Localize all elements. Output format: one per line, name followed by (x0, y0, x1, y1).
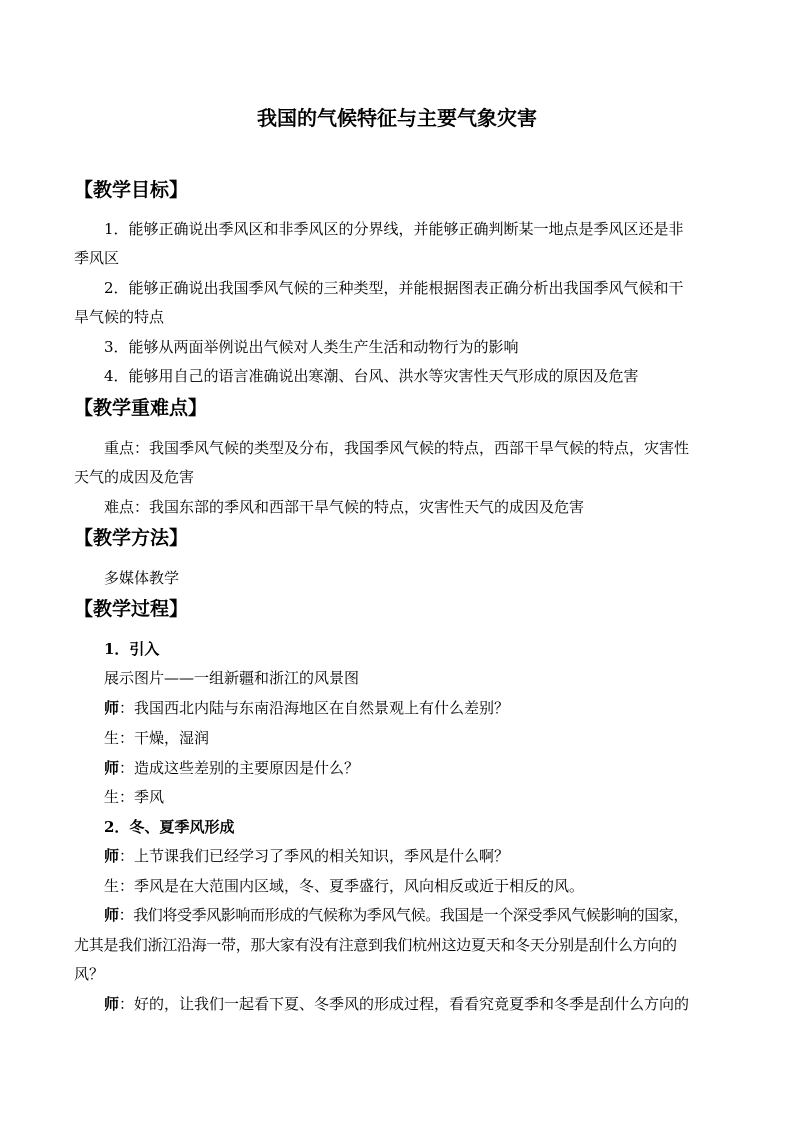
key-points-line-2: 天气的成因及危害 (74, 468, 195, 486)
dialog-teacher-5 (104, 993, 689, 1015)
speaker-student: 生 (104, 877, 120, 895)
teaching-method: 多媒体教学 (104, 569, 180, 587)
goal-4: 4．能够用自己的语言准确说出寒潮、台风、洪水等灾害性天气形成的原因及危害 (104, 367, 639, 385)
section-heading-key-difficult: 【教学重难点】 (74, 397, 208, 419)
speaker-teacher: 师 (104, 995, 120, 1013)
dialog-text: ：我们将受季风影响而形成的气候称为季风气候。我国是一个深受季风气候影响的国家， (118, 906, 689, 924)
speaker-teacher: 师 (104, 906, 119, 924)
goal-3: 3．能够从两面举例说出气候对人类生产生活和动物行为的影响 (104, 338, 519, 356)
section-heading-teaching-method: 【教学方法】 (74, 527, 189, 549)
speaker-teacher: 师 (104, 847, 120, 865)
difficult-points: 难点：我国东部的季风和西部干旱气候的特点，灾害性天气的成因及危害 (104, 498, 585, 516)
goal-1-line-1: 1．能够正确说出季风区和非季风区的分界线，并能够正确判断某一地点是季风区还是非 (104, 220, 684, 238)
dialog-teacher-1 (104, 697, 509, 719)
dialog-teacher-3 (104, 845, 509, 867)
speaker-student: 生 (104, 729, 120, 747)
section-heading-teaching-process: 【教学过程】 (74, 598, 189, 620)
speaker-teacher: 师 (104, 759, 120, 777)
dialog-text: ：季风是在大范围内区域，冬、夏季盛行，风向相反或近于相反的风。 (119, 877, 585, 895)
dialog-text: ：造成这些差别的主要原因是什么？ (119, 759, 360, 777)
dialog-student-1 (104, 727, 209, 749)
dialog-text: ：干燥，湿润 (119, 729, 210, 747)
goal-2-line-1: 2．能够正确说出我国季风气候的三种类型，并能根据图表正确分析出我国季风气候和干 (104, 279, 684, 297)
key-points-line-1: 重点：我国季风气候的类型及分布，我国季风气候的特点，西部干旱气候的特点，灾害性 (104, 439, 690, 457)
speaker-student: 生 (104, 788, 120, 806)
section-heading-teaching-goals: 【教学目标】 (74, 179, 189, 201)
step-1-heading: 1．引入 (104, 640, 160, 658)
dialog-teacher-4-line-1 (104, 904, 688, 926)
dialog-teacher-4-line-3: 风？ (74, 965, 105, 983)
step-2-heading: 2．冬、夏季风形成 (104, 818, 235, 836)
dialog-text: ：上节课我们已经学习了季风的相关知识，季风是什么啊？ (119, 847, 510, 865)
dialog-student-3 (104, 875, 584, 897)
dialog-teacher-2 (104, 757, 359, 779)
document-title: 我国的气候特征与主要气象灾害 (257, 106, 537, 130)
dialog-text: ：我国西北内陆与东南沿海地区在自然景观上有什么差别？ (119, 699, 510, 717)
goal-1-line-2: 季风区 (74, 249, 120, 267)
show-pictures-line: 展示图片——一组新疆和浙江的风景图 (104, 669, 360, 687)
dialog-teacher-4-line-2: 尤其是我们浙江沿海一带，那大家有没有注意到我们杭州这边夏天和冬天分别是刮什么方向的 (74, 936, 677, 954)
dialog-text: ：季风 (119, 788, 165, 806)
dialog-student-2 (104, 786, 164, 808)
goal-2-line-2: 旱气候的特点 (74, 308, 165, 326)
speaker-teacher: 师 (104, 699, 120, 717)
dialog-text: ：好的，让我们一起看下夏、冬季风的形成过程，看看究竟夏季和冬季是刮什么方向的 (119, 995, 690, 1013)
